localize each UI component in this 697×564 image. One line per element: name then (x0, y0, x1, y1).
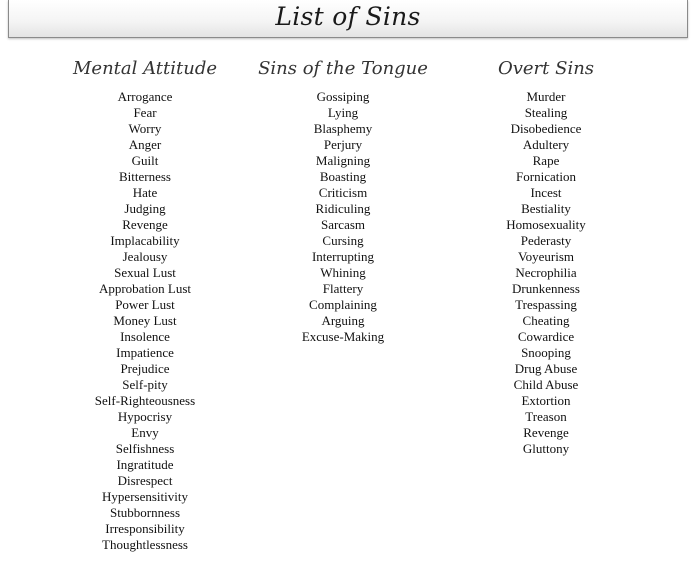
list-item: Disobedience (510, 121, 582, 136)
list-item: Lying (327, 105, 359, 120)
list-item: Ingratitude (116, 457, 174, 472)
list-item: Cursing (322, 233, 364, 248)
list-item: Drunkenness (512, 281, 580, 296)
list-item: Hate (132, 185, 158, 200)
list-item: Interrupting (311, 249, 375, 264)
list-item: Revenge (523, 425, 569, 440)
list-item: Judging (124, 201, 166, 216)
page-title: List of Sins (275, 2, 421, 31)
list-item: Worry (128, 121, 162, 136)
column-overt-sins (446, 57, 646, 457)
list-item: Thoughtlessness (102, 537, 188, 552)
list-item: Excuse-Making (301, 329, 385, 344)
list-item: Gluttony (522, 441, 570, 456)
list-item: Adultery (522, 137, 570, 152)
list-item: Complaining (309, 297, 377, 312)
list-item: Implacability (110, 233, 180, 248)
list-item: Boasting (319, 169, 367, 184)
list-item: Hypocrisy (117, 409, 173, 424)
list-item: Money Lust (113, 313, 177, 328)
list-item: Trespassing (515, 297, 577, 312)
list-item: Cowardice (517, 329, 575, 344)
list-item: Fear (133, 105, 157, 120)
list-item: Stealing (524, 105, 568, 120)
list-item: Homosexuality (506, 217, 586, 232)
list-item: Bestiality (521, 201, 571, 216)
column-heading: Mental Attitude (72, 58, 218, 79)
list-item: Flattery (322, 281, 364, 296)
list-item: Guilt (131, 153, 159, 168)
list-item: Arguing (321, 313, 365, 328)
sin-list (243, 89, 443, 345)
list-item: Insolence (120, 329, 170, 344)
list-item: Extortion (521, 393, 571, 408)
list-item: Incest (530, 185, 562, 200)
list-item: Disrespect (117, 473, 173, 488)
list-item: Prejudice (120, 361, 170, 376)
list-item: Drug Abuse (514, 361, 578, 376)
list-item: Stubbornness (109, 505, 181, 520)
list-item: Irresponsibility (105, 521, 185, 536)
list-item: Self-pity (122, 377, 168, 392)
list-item: Treason (525, 409, 567, 424)
list-item: Child Abuse (513, 377, 579, 392)
list-item: Arrogance (117, 89, 173, 104)
list-item: Ridiculing (315, 201, 371, 216)
list-item: Power Lust (115, 297, 175, 312)
list-item: Murder (526, 89, 566, 104)
list-item: Sexual Lust (114, 265, 176, 280)
list-item: Impatience (116, 345, 174, 360)
list-item: Revenge (122, 217, 168, 232)
column-heading: Sins of the Tongue (258, 58, 428, 79)
list-item: Gossiping (316, 89, 370, 104)
list-item: Sarcasm (320, 217, 366, 232)
list-item: Rape (532, 153, 560, 168)
sin-list (446, 89, 646, 457)
list-item: Pederasty (520, 233, 572, 248)
list-item: Snooping (521, 345, 571, 360)
list-item: Bitterness (119, 169, 171, 184)
list-item: Whining (320, 265, 366, 280)
list-item: Jealousy (122, 249, 168, 264)
list-item: Anger (128, 137, 162, 152)
list-item: Blasphemy (313, 121, 373, 136)
title-banner (8, 0, 688, 38)
list-item: Criticism (318, 185, 368, 200)
sin-list (45, 89, 245, 553)
list-item: Cheating (522, 313, 570, 328)
column-sins-of-the-tongue (243, 57, 443, 345)
list-item: Perjury (323, 137, 363, 152)
list-item: Approbation Lust (98, 281, 192, 296)
list-item: Hypersensitivity (102, 489, 188, 504)
list-item: Envy (131, 425, 159, 440)
list-item: Necrophilia (515, 265, 577, 280)
list-item: Fornication (516, 169, 576, 184)
list-item: Voyeurism (517, 249, 575, 264)
list-item: Selfishness (115, 441, 175, 456)
column-heading: Overt Sins (497, 58, 595, 79)
list-item: Maligning (315, 153, 371, 168)
column-mental-attitude (45, 57, 245, 553)
list-item: Self-Righteousness (94, 393, 196, 408)
